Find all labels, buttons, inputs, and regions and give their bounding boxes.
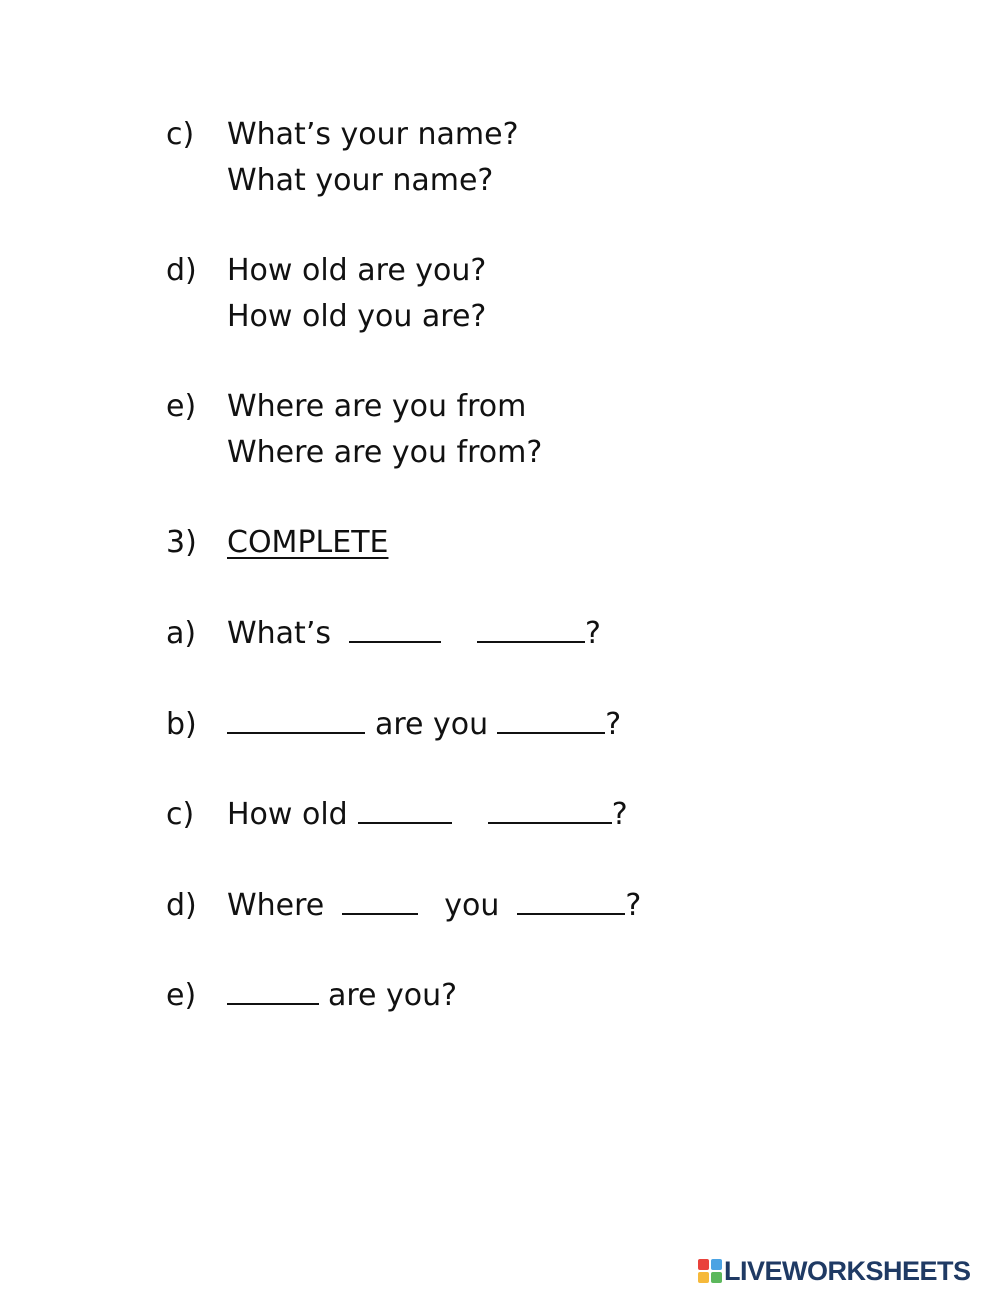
item-label: d) [166,253,197,288]
answer-blank[interactable] [349,617,441,643]
sentence-text: Where [227,888,325,923]
section-number: 3) [166,525,197,560]
section-title: COMPLETE [227,525,389,560]
sentence-text: What’s [227,616,331,651]
sentence-text: are you [375,707,489,742]
logo-block [698,1272,709,1283]
sentence [227,976,457,1016]
option-text: How old you are? [227,299,487,334]
sentence [227,614,601,654]
item-label: c) [166,117,195,152]
logo-block [698,1259,709,1270]
sentence-text: How old [227,797,348,832]
item-label: e) [166,978,197,1013]
option-text: Where are you from? [227,435,543,470]
sentence [227,795,628,835]
item-label: b) [166,707,197,742]
logo-blocks-icon [698,1259,722,1283]
option-text: What’s your name? [227,117,519,152]
answer-blank[interactable] [342,889,418,915]
sentence-text: ? [585,616,601,651]
item-label: a) [166,616,197,651]
liveworksheets-logo [698,1255,971,1287]
sentence-text: you [444,888,500,923]
option-text: How old are you? [227,253,487,288]
answer-blank[interactable] [477,617,585,643]
sentence-text: ? [605,707,622,742]
logo-block [711,1259,722,1270]
logo-text: LIVEWORKSHEETS [724,1255,971,1286]
sentence [227,705,621,745]
answer-blank[interactable] [358,798,452,824]
option-text: Where are you from [227,389,527,424]
answer-blank[interactable] [517,889,625,915]
answer-blank[interactable] [497,708,605,734]
answer-blank[interactable] [488,798,612,824]
answer-blank[interactable] [227,708,365,734]
item-label: e) [166,389,197,424]
logo-block [711,1272,722,1283]
item-label: d) [166,888,197,923]
item-label: c) [166,797,195,832]
sentence-text: are you? [328,978,458,1013]
sentence-text: ? [611,797,628,832]
sentence-text: ? [625,888,642,923]
sentence [227,886,641,926]
option-text: What your name? [227,163,494,198]
answer-blank[interactable] [227,979,319,1005]
